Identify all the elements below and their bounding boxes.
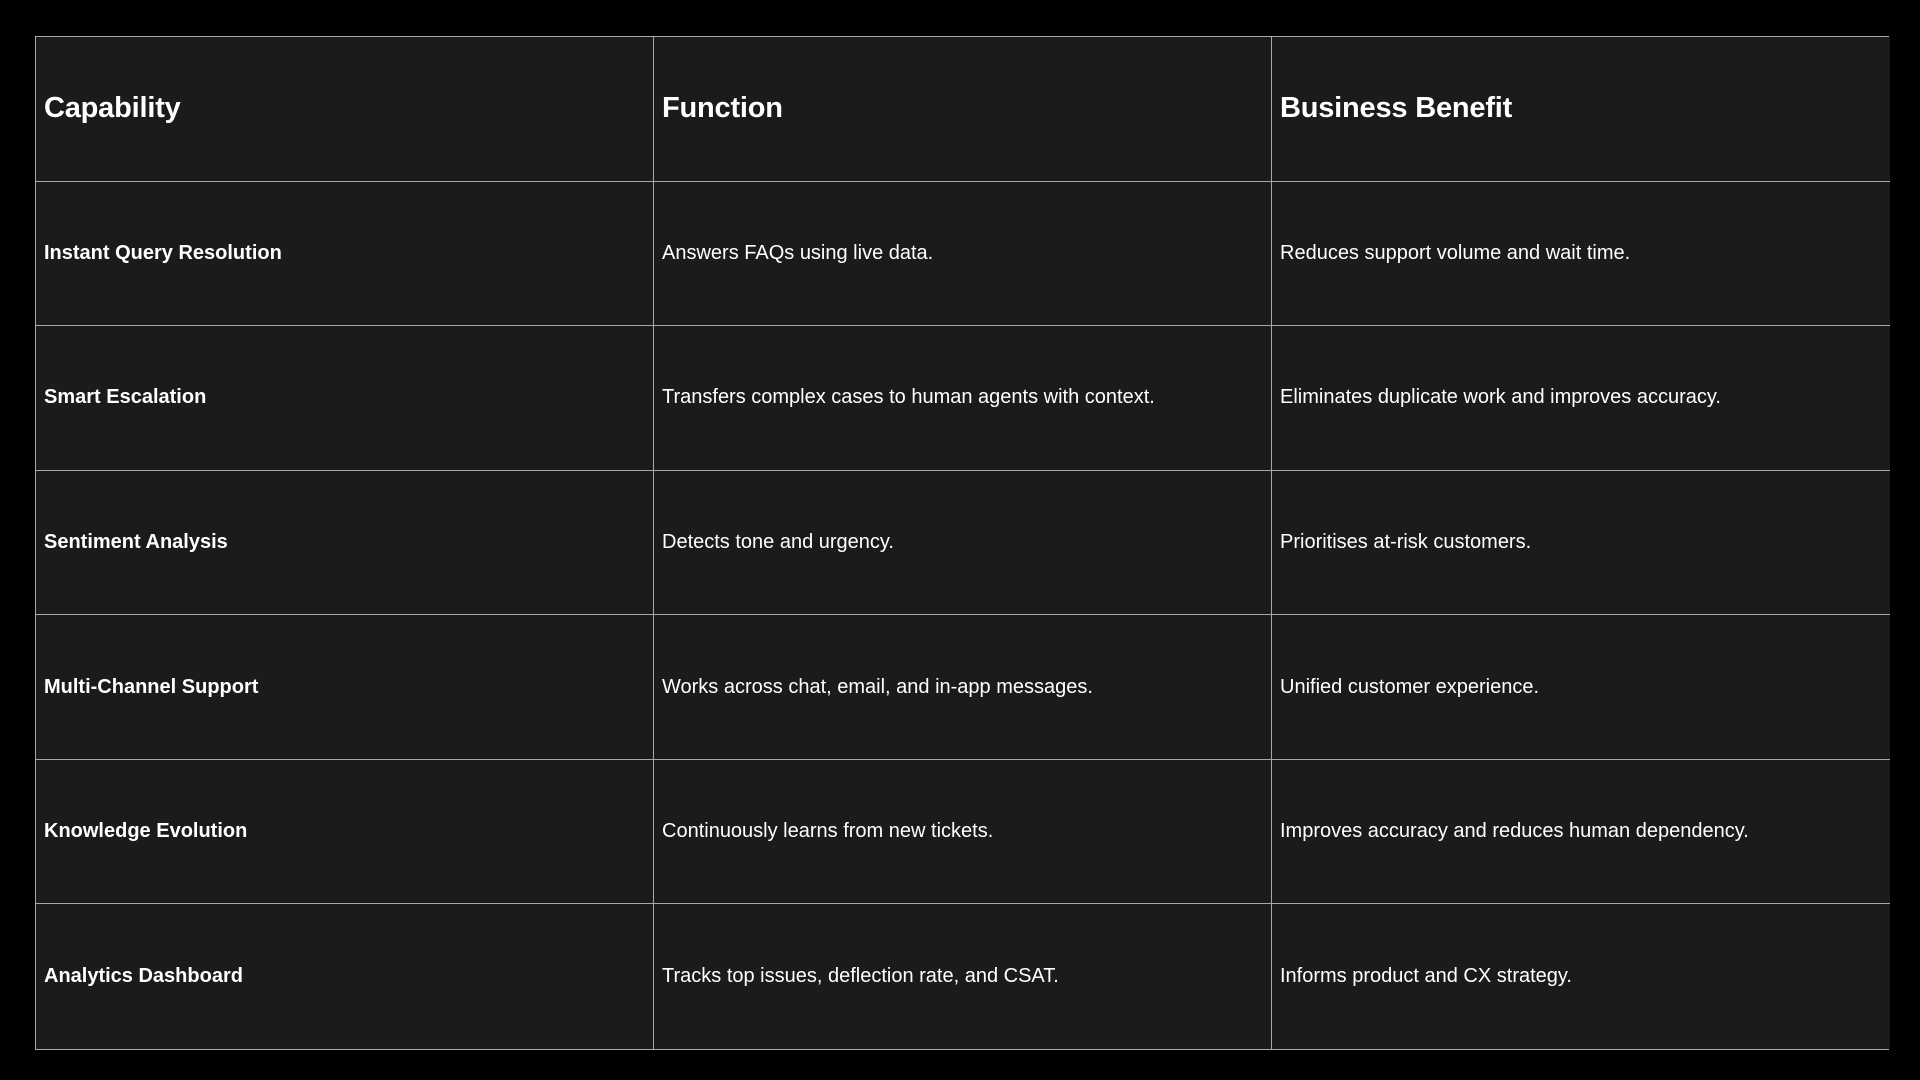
row-3-function: Detects tone and urgency.: [654, 471, 1272, 616]
row-2-function: Transfers complex cases to human agents with context.: [654, 326, 1272, 471]
row-4-business-benefit: Unified customer experience.: [1272, 615, 1890, 760]
row-6-function: Tracks top issues, deflection rate, and CSAT.: [654, 904, 1272, 1049]
row-2-capability: Smart Escalation: [36, 326, 654, 471]
row-5-business-benefit: Improves accuracy and reduces human dependency.: [1272, 760, 1890, 905]
capabilities-table: [35, 36, 1889, 1050]
row-4-function: Works across chat, email, and in-app messages.: [654, 615, 1272, 760]
header-function: Function: [654, 37, 1272, 182]
header-business-benefit: Business Benefit: [1272, 37, 1890, 182]
row-1-business-benefit: Reduces support volume and wait time.: [1272, 182, 1890, 327]
row-3-business-benefit: Prioritises at-risk customers.: [1272, 471, 1890, 616]
row-6-business-benefit: Informs product and CX strategy.: [1272, 904, 1890, 1049]
row-5-capability: Knowledge Evolution: [36, 760, 654, 905]
row-4-capability: Multi-Channel Support: [36, 615, 654, 760]
header-capability: Capability: [36, 37, 654, 182]
row-2-business-benefit: Eliminates duplicate work and improves accuracy.: [1272, 326, 1890, 471]
row-1-function: Answers FAQs using live data.: [654, 182, 1272, 327]
row-5-function: Continuously learns from new tickets.: [654, 760, 1272, 905]
row-3-capability: Sentiment Analysis: [36, 471, 654, 616]
row-1-capability: Instant Query Resolution: [36, 182, 654, 327]
row-6-capability: Analytics Dashboard: [36, 904, 654, 1049]
